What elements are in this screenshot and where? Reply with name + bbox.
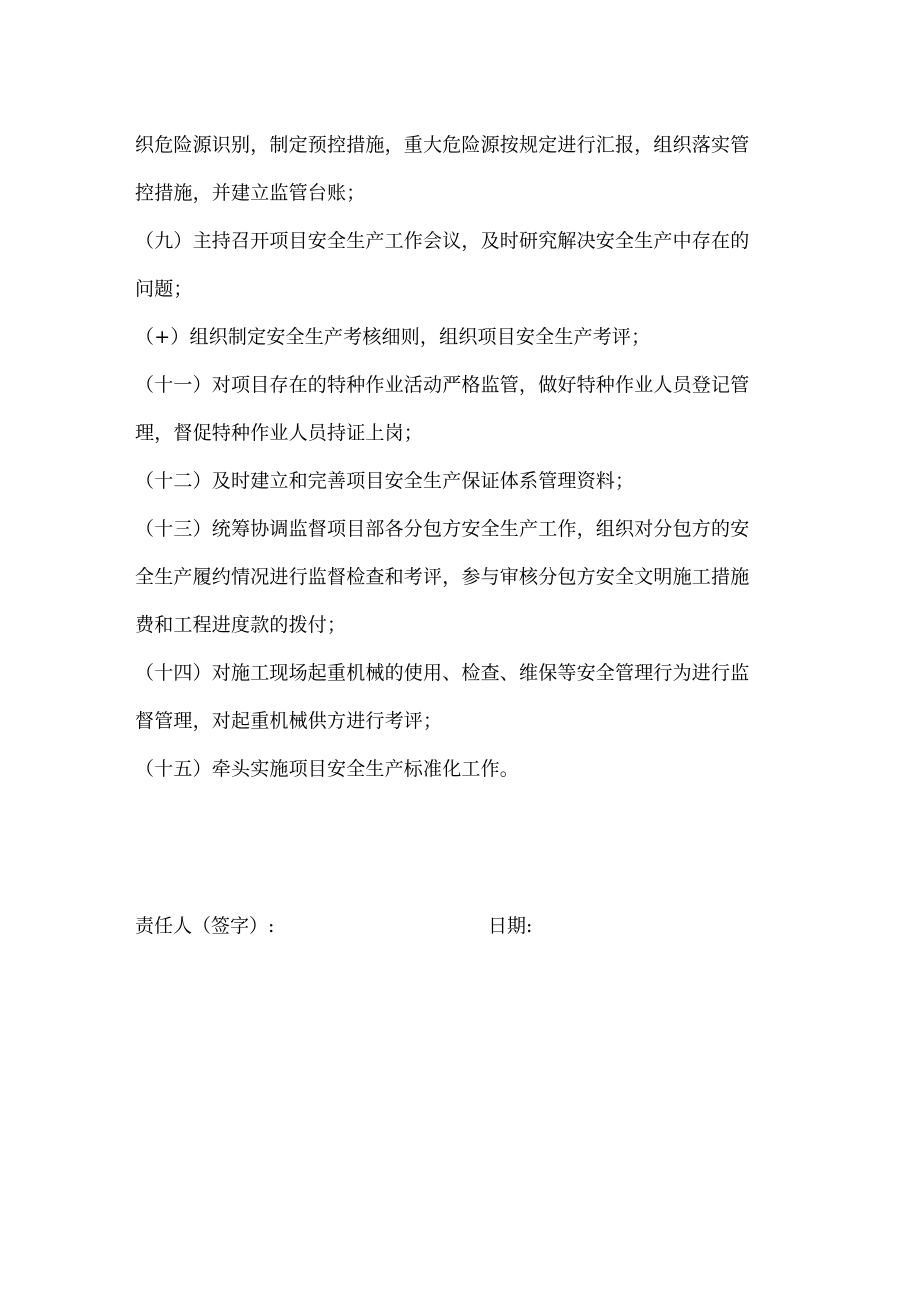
body-line-12: （十四）对施工现场起重机械的使用、检查、维保等安全管理行为进行监 [135,662,750,684]
body-line-5: （+）组织制定安全生产考核细则，组织项目安全生产考评； [135,326,651,348]
document-body [135,127,790,799]
body-line-8: （十二）及时建立和完善项目安全生产保证体系管理资料； [135,470,635,492]
body-line-4: 问题； [135,278,193,300]
body-line-13: 督管理，对起重机械供方进行考评； [135,710,443,732]
body-line-3: （九）主持召开项目安全生产工作会议，及时研究解决安全生产中存在的 [135,230,750,252]
date-label: 日期: [488,915,533,937]
body-line-14: （十五）牵头实施项目安全生产标准化工作。 [135,758,520,780]
body-line-10: 全生产履约情况进行监督检查和考评，参与审核分包方安全文明施工措施 [135,566,750,588]
body-line-1: 织危险源识别，制定预控措施，重大危险源按规定进行汇报，组织落实管 [135,134,750,156]
signature-row [135,908,790,944]
responsible-signature-label: 责任人（签字）: [135,915,275,937]
body-line-2: 控措施，并建立监管台账； [135,182,366,204]
body-line-11: 费和工程进度款的拨付； [135,614,347,636]
body-line-7: 理，督促特种作业人员持证上岗； [135,422,424,444]
body-line-6: （十一）对项目存在的特种作业活动严格监管，做好特种作业人员登记管 [135,374,750,396]
body-line-9: （十三）统筹协调监督项目部各分包方安全生产工作，组织对分包方的安 [135,518,750,540]
